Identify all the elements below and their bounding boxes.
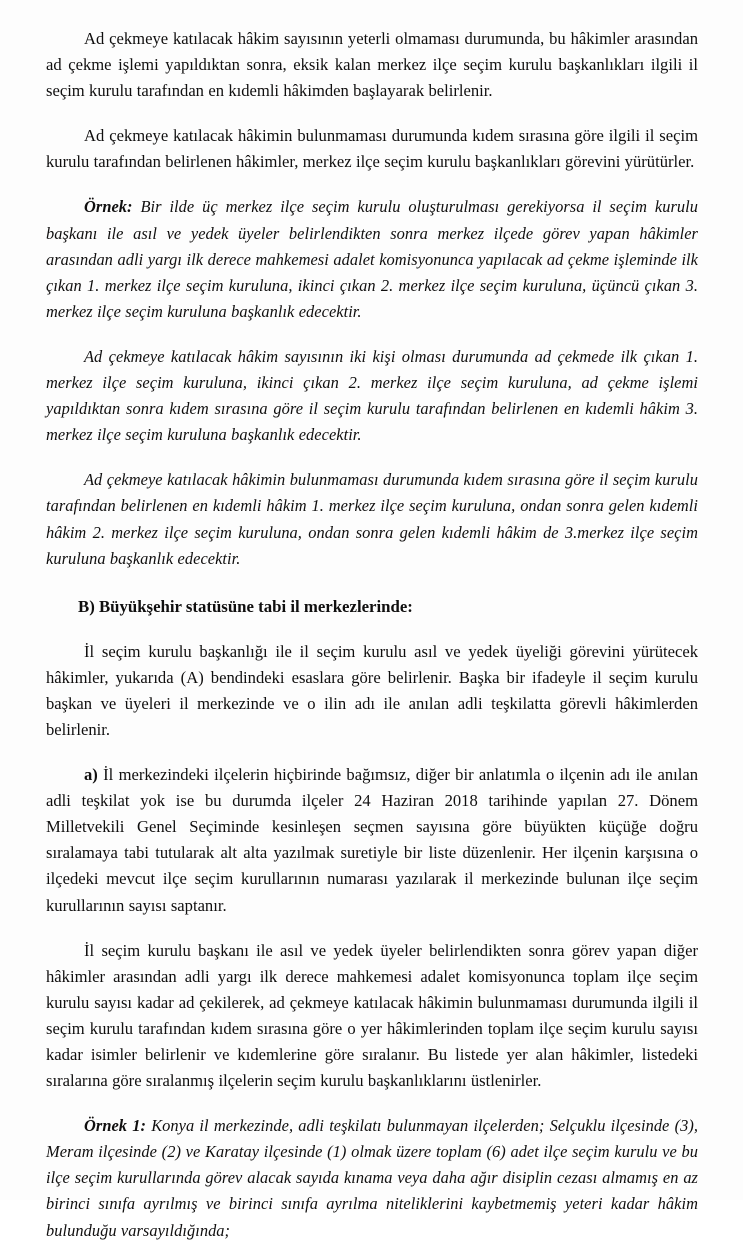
paragraph-5 [46, 467, 698, 571]
document-body [46, 26, 698, 1244]
paragraph-6 [46, 639, 698, 743]
section-heading-b-text: B) Büyükşehir statüsüne tabi il merkezlerinde: [78, 596, 413, 616]
paragraph-8-text: İl seçim kurulu başkanı ile asıl ve yedek üyeler belirlendikten sonra görev yapan diğer hâkimler arasından adli yargı ilk derece mahkemesi adalet komisyonunca toplam ilçe seçim kurulu sayısı kadar ad çekilerek, ad çekmeye katılacak hâkimin bulunmaması durumunda ilgili il seçim kurulu tarafından kıdem sırasına göre o yer hâkimlerinden toplam ilçe seçim kurulu sayısı kadar isimler belirlenir ve kıdemlerine göre sıralanır. Bu listede yer alan hâkimler, listedeki sıralarına göre sıralanmış ilçelerin seçim kurulu başkanlıklarını üstlenirler. [46, 940, 698, 1091]
paragraph-7-text: İl merkezindeki ilçelerin hiçbirinde bağımsız, diğer bir anlatımla o ilçenin adı ile anılan adli teşkilat yok ise bu durumda ilçeler 24 Haziran 2018 tarihinde yapılan 27. Dönem Milletvekili Genel Seçiminde kesinleşen seçmen sayısına göre büyükten küçüğe doğru sıralamaya tabi tutularak alt alta yazılmak suretiyle bir liste düzenlenir. Her ilçenin karşısına o ilçedeki mevcut ilçe seçim kurullarının numarası yazılarak il merkezinde bulunan ilçe seçim kurullarının sayısı saptanır. [46, 765, 698, 915]
section-heading-b [46, 594, 698, 620]
example-label-ornek-1: Örnek 1: [84, 1116, 146, 1136]
example-paragraph-ornek-text: Bir ilde üç merkez ilçe seçim kurulu oluşturulması gerekiyorsa il seçim kurulu başkanı ile asıl ve yedek üyeler belirlendikten sonra merkez ilçede görev yapan hâkimler arasından adli yargı ilk derece mahkemesi adalet komisyonunca yapılacak ad çekme işleminde ilk çıkan 1. merkez ilçe seçim kuruluna, ikinci çıkan 2. merkez ilçe seçim kuruluna, üçüncü çıkan 3. merkez ilçe seçim kuruluna başkanlık edecektir. [46, 197, 698, 321]
paragraph-2 [46, 123, 698, 175]
paragraph-4-text: Ad çekmeye katılacak hâkim sayısının iki kişi olması durumunda ad çekmede ilk çıkan 1. merkez ilçe seçim kuruluna, ikinci çıkan 2. merkez ilçe seçim kuruluna, ad çekme işlemi yapıldıktan sonra kıdem sırasına göre il seçim kurulu tarafından belirlenen en kıdemli hâkim 3. merkez ilçe seçim kuruluna başkanlık edecektir. [46, 346, 698, 445]
paragraph-4 [46, 344, 698, 448]
paragraph-7-item-a [46, 762, 698, 919]
paragraph-2-text: Ad çekmeye katılacak hâkimin bulunmaması durumunda kıdem sırasına göre ilgili il seçim kurulu tarafından belirlenen hâkimler, merkez ilçe seçim kurulu başkanlıkları görevini yürütürler. [46, 126, 698, 172]
example-paragraph-ornek-1-text: Konya il merkezinde, adli teşkilatı bulunmayan ilçelerden; Selçuklu ilçesinde (3), Meram ilçesinde (2) ve Karatay ilçesinde (1) olmak üzere toplam (6) adet ilçe seçim kurulu ve bu ilçe seçim kurullarında görev alacak sayıda kınama veya daha ağır disiplin cezası almamış en az birinci sınıfa ayrılmış ve birinci sınıfa ayrılma niteliklerini kaybetmemiş yeteri kadar hâkim bulunduğu varsayıldığında; [46, 1116, 698, 1240]
paragraph-6-text: İl seçim kurulu başkanlığı ile il seçim kurulu asıl ve yedek üyeliği görevini yürütecek hâkimler, yukarıda (A) bendindeki esaslara göre belirlenir. Başka bir ifadeyle il seçim kurulu başkan ve üyeleri il merkezinde ve o ilin adı ile anılan adli teşkilatta görevli hâkimlerden belirlenir. [46, 641, 698, 739]
paragraph-8 [46, 938, 698, 1095]
example-paragraph-ornek-1 [46, 1113, 698, 1243]
list-marker-a: a) [84, 765, 98, 785]
paragraph-1-text: Ad çekmeye katılacak hâkim sayısının yeterli olmaması durumunda, bu hâkimler arasından ad çekme işlemi yapıldıktan sonra, eksik kalan merkez ilçe seçim kurulu başkanlıkları ilgili il seçim kurulu tarafından en kıdemli hâkimden başlayarak belirlenir. [46, 29, 698, 101]
paragraph-5-text: Ad çekmeye katılacak hâkimin bulunmaması durumunda kıdem sırasına göre il seçim kurulu tarafından belirlenen en kıdemli hâkim 1. merkez ilçe seçim kuruluna, ondan sonra gelen kıdemli hâkim 2. merkez ilçe seçim kuruluna, ondan sonra gelen kıdemli hâkim de 3.merkez ilçe seçim kuruluna başkanlık edecektir. [46, 470, 698, 568]
example-paragraph-ornek [46, 194, 698, 324]
paragraph-1 [46, 26, 698, 104]
example-label-ornek: Örnek: [84, 197, 133, 217]
